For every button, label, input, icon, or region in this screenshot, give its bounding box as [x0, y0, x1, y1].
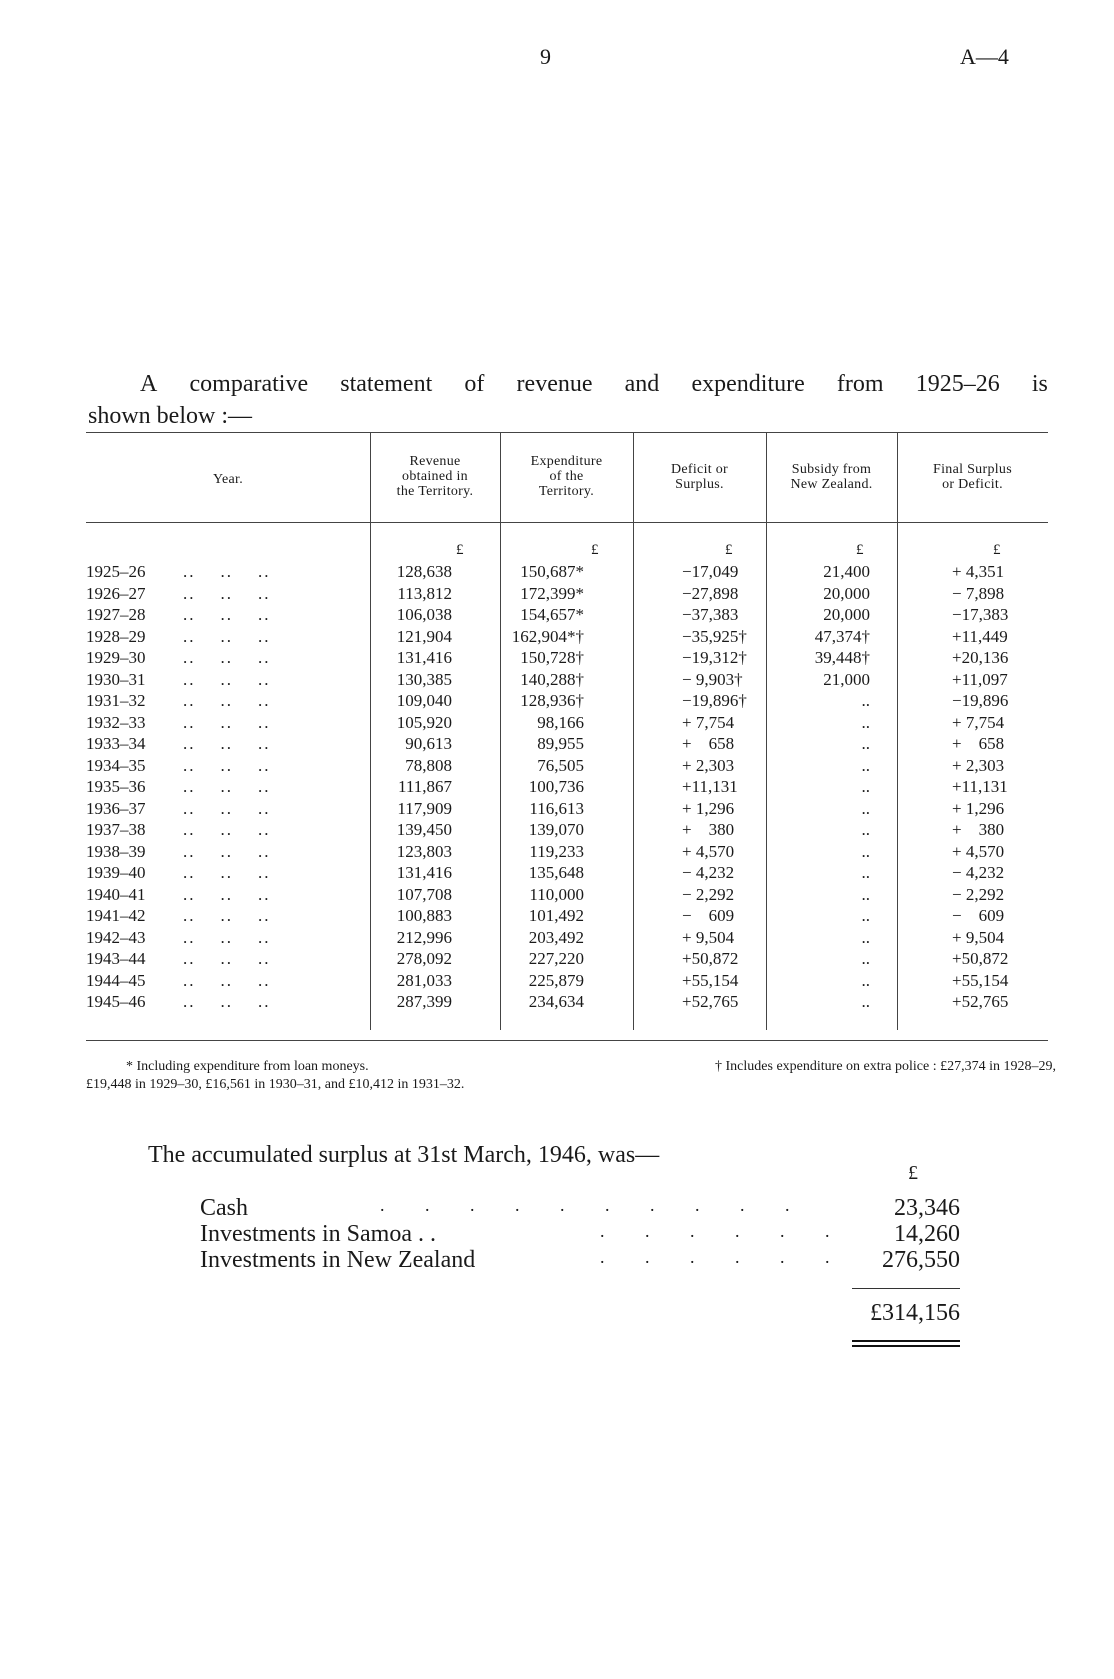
final-cell: +50,872 [952, 949, 1009, 968]
expenditure-cell: 150,728† [520, 648, 584, 667]
expenditure-cell: 76,505 [537, 755, 584, 775]
page-number: 9 [540, 44, 551, 69]
table-row [86, 862, 1048, 884]
year-cell: 1928–29 [86, 626, 146, 646]
revenue-cell: 106,038 [396, 605, 452, 624]
leader-dots: .. .. .. [183, 841, 271, 861]
leader-dots: .. .. .. [183, 691, 271, 710]
revenue-cell: 287,399 [396, 992, 452, 1011]
year-cell: 1938–39 [86, 841, 146, 861]
expenditure-cell: 150,687* [520, 562, 584, 581]
revenue-cell: 139,450 [396, 820, 452, 839]
subsidy-cell: .. [861, 734, 870, 753]
intro-word: statement [340, 371, 433, 397]
intro-word: from [836, 371, 884, 397]
leader-dots: .. .. .. [183, 927, 271, 947]
leader-dots: .. .. .. [183, 562, 271, 581]
deficit-cell: −35,925† [682, 626, 747, 646]
table-row [86, 841, 1048, 863]
leader-dots: .. .. .. [183, 798, 271, 818]
final-cell: +11,097 [952, 669, 1008, 689]
expenditure-cell: 227,220 [528, 949, 584, 968]
subsidy-cell: .. [861, 820, 870, 839]
revenue-cell: 212,996 [396, 927, 452, 947]
subsidy-cell: 20,000 [823, 583, 870, 603]
subsidy-cell: .. [861, 841, 870, 861]
table-row [86, 927, 1048, 949]
subsidy-cell: .. [861, 949, 870, 968]
final-cell: + 1,296 [952, 798, 1005, 818]
final-cell: +55,154 [952, 970, 1009, 990]
table-row [86, 776, 1048, 798]
expenditure-cell: 140,288† [520, 669, 584, 689]
revenue-cell: 111,867 [398, 777, 452, 796]
final-cell: +52,765 [952, 992, 1009, 1011]
final-cell: +11,449 [952, 626, 1008, 646]
table-row [86, 884, 1048, 906]
table-row [86, 733, 1048, 755]
deficit-cell: −19,896† [682, 691, 747, 710]
intro-word: 1925–26 [915, 371, 1000, 397]
deficit-cell: + 7,754 [682, 712, 735, 732]
table-body [86, 561, 1048, 1013]
table-row [86, 819, 1048, 841]
accumulated-surplus-title: The accumulated surplus at 31st March, 1946, was— [148, 1142, 660, 1168]
footnote-dagger-continued: £19,448 in 1929–30, £16,561 in 1930–31, and £10,412 in 1931–32. [86, 1077, 465, 1092]
table-row [86, 561, 1048, 583]
footnote-star: * Including expenditure from loan moneys. [126, 1059, 369, 1074]
year-cell: 1927–28 [86, 605, 146, 624]
final-cell: + 380 [952, 820, 1005, 839]
subsidy-cell: .. [861, 755, 870, 775]
deficit-cell: + 4,570 [682, 841, 735, 861]
header-expenditure: Expenditure of the Territory. [530, 454, 603, 499]
revenue-cell: 109,040 [396, 691, 452, 710]
table-row [86, 583, 1048, 605]
sum-rule [852, 1288, 960, 1289]
final-cell: −19,896 [952, 691, 1009, 710]
year-cell: 1942–43 [86, 927, 146, 947]
intro-word: A [140, 371, 158, 397]
intro-word: and [624, 371, 660, 397]
deficit-cell: + 9,504 [682, 927, 735, 947]
year-cell: 1931–32 [86, 691, 146, 710]
header-final: Final Surplus or Deficit. [933, 462, 1012, 492]
deficit-cell: − 609 [682, 906, 735, 925]
final-cell: + 2,303 [952, 755, 1005, 775]
revenue-cell: 121,904 [396, 626, 452, 646]
final-cell: + 4,351 [952, 562, 1005, 581]
final-cell: − 7,898 [952, 583, 1005, 603]
year-cell: 1934–35 [86, 755, 146, 775]
revenue-cell: 100,883 [396, 906, 452, 925]
revenue-cell: 131,416 [396, 863, 452, 882]
expenditure-cell: 225,879 [528, 970, 584, 990]
subsidy-cell: .. [861, 777, 870, 796]
leader-dots: .. .. .. [183, 970, 271, 990]
revenue-cell: 117,909 [397, 798, 452, 818]
expenditure-cell: 162,904*† [511, 626, 584, 646]
final-cell: − 2,292 [952, 884, 1005, 904]
year-cell: 1945–46 [86, 992, 146, 1011]
leader-dots: .. .. .. [183, 949, 271, 968]
leader-dots: .. .. .. [183, 992, 271, 1011]
expenditure-cell: 135,648 [528, 863, 584, 882]
deficit-cell: +55,154 [682, 970, 739, 990]
unit-revenue: £ [456, 542, 464, 558]
final-cell: +11,131 [952, 777, 1008, 796]
revenue-cell: 90,613 [405, 734, 452, 753]
subsidy-cell: .. [861, 798, 870, 818]
expenditure-cell: 128,936† [520, 691, 584, 710]
expenditure-cell: 119,233 [529, 841, 584, 861]
table-header-rule [86, 522, 1048, 523]
subsidy-cell: 47,374† [814, 626, 870, 646]
deficit-cell: +52,765 [682, 992, 739, 1011]
final-cell: −17,383 [952, 605, 1009, 624]
year-cell: 1929–30 [86, 648, 146, 667]
leader-dots: .. .. .. [183, 605, 271, 624]
subsidy-cell: .. [861, 712, 870, 732]
subsidy-cell: .. [861, 927, 870, 947]
page-reference: A—4 [960, 44, 1009, 69]
intro-word: of [464, 371, 485, 397]
leader-dots: .. .. .. [183, 755, 271, 775]
table-row [86, 604, 1048, 626]
unit-deficit: £ [725, 542, 733, 558]
table-row [86, 626, 1048, 648]
leader-dots: .. .. .. [183, 712, 271, 732]
subsidy-cell: .. [861, 691, 870, 710]
intro-word: comparative [189, 371, 309, 397]
accumulated-item: Investments in Samoa . . . . . . . . 14,260 [200, 1221, 960, 1247]
table-row [86, 798, 1048, 820]
deficit-cell: + 2,303 [682, 755, 735, 775]
year-cell: 1936–37 [86, 798, 146, 818]
deficit-cell: +11,131 [682, 777, 738, 796]
expenditure-cell: 139,070 [528, 820, 584, 839]
expenditure-cell: 98,166 [537, 712, 584, 732]
year-cell: 1944–45 [86, 970, 146, 990]
revenue-cell: 128,638 [396, 562, 452, 581]
final-cell: + 9,504 [952, 927, 1005, 947]
leader-dots: .. .. .. [183, 820, 271, 839]
intro-word: revenue [516, 371, 593, 397]
year-cell: 1935–36 [86, 777, 146, 796]
deficit-cell: −37,383 [682, 605, 739, 624]
table-row [86, 948, 1048, 970]
footnotes [86, 1058, 1056, 1094]
subsidy-cell: .. [861, 863, 870, 882]
accumulated-total: £314,156 [870, 1300, 960, 1326]
revenue-cell: 131,416 [396, 648, 452, 667]
year-cell: 1925–26 [86, 562, 146, 581]
revenue-cell: 281,033 [396, 970, 452, 990]
leader-dots: .. .. .. [183, 669, 271, 689]
subsidy-cell: .. [861, 884, 870, 904]
expenditure-cell: 100,736 [528, 777, 584, 796]
subsidy-cell: .. [861, 992, 870, 1011]
year-cell: 1937–38 [86, 820, 146, 839]
revenue-cell: 107,708 [396, 884, 452, 904]
table-row [86, 712, 1048, 734]
deficit-cell: + 380 [682, 820, 735, 839]
subsidy-cell: 21,400 [823, 562, 870, 581]
table-row [86, 647, 1048, 669]
year-cell: 1926–27 [86, 583, 146, 603]
expenditure-cell: 234,634 [528, 992, 584, 1011]
revenue-cell: 113,812 [397, 583, 452, 603]
deficit-cell: −19,312† [682, 648, 747, 667]
expenditure-cell: 154,657* [520, 605, 584, 624]
expenditure-cell: 101,492 [528, 906, 584, 925]
intro-word: expenditure [691, 371, 805, 397]
final-cell: + 658 [952, 734, 1005, 753]
expenditure-cell: 203,492 [528, 927, 584, 947]
subsidy-cell: 39,448† [814, 648, 870, 667]
leader-dots: .. .. .. [183, 583, 271, 603]
leader-dots: .. .. .. [183, 777, 271, 796]
deficit-cell: − 9,903† [682, 669, 743, 689]
subsidy-cell: 21,000 [823, 669, 870, 689]
leader-dots: .. .. .. [183, 626, 271, 646]
expenditure-cell: 172,399* [520, 583, 584, 603]
intro-paragraph [88, 368, 1048, 432]
final-cell: + 4,570 [952, 841, 1005, 861]
header-deficit: Deficit or Surplus. [670, 462, 729, 492]
subsidy-cell: .. [861, 906, 870, 925]
table-row [86, 991, 1048, 1013]
leader-dots: .. .. .. [183, 648, 271, 667]
header-revenue: Revenue obtained in the Territory. [396, 454, 474, 499]
year-cell: 1940–41 [86, 884, 146, 904]
deficit-cell: + 658 [682, 734, 735, 753]
subsidy-cell: .. [861, 970, 870, 990]
expenditure-cell: 116,613 [529, 798, 584, 818]
footnote-dagger: † Includes expenditure on extra police : £27,374 in 1928–29, [715, 1059, 1056, 1074]
year-cell: 1933–34 [86, 734, 146, 753]
revenue-cell: 123,803 [396, 841, 452, 861]
table-row [86, 690, 1048, 712]
table-row [86, 755, 1048, 777]
double-underline [852, 1340, 960, 1347]
header-year: Year. [212, 472, 244, 487]
revenue-expenditure-table [86, 432, 1048, 1042]
intro-line-1 [88, 368, 1048, 400]
deficit-cell: + 1,296 [682, 798, 735, 818]
final-cell: + 7,754 [952, 712, 1005, 732]
leader-dots: .. .. .. [183, 863, 271, 882]
revenue-cell: 105,920 [396, 712, 452, 732]
intro-word: is [1031, 371, 1048, 397]
revenue-cell: 130,385 [396, 669, 452, 689]
deficit-cell: − 4,232 [682, 863, 735, 882]
revenue-cell: 278,092 [396, 949, 452, 968]
leader-dots: .. .. .. [183, 734, 271, 753]
year-cell: 1932–33 [86, 712, 146, 732]
table-row [86, 970, 1048, 992]
unit-expenditure: £ [591, 542, 599, 558]
table-top-rule [86, 432, 1048, 433]
year-cell: 1943–44 [86, 949, 146, 968]
subsidy-cell: 20,000 [823, 605, 870, 624]
final-cell: − 4,232 [952, 863, 1005, 882]
unit-subsidy: £ [856, 542, 864, 558]
header-subsidy: Subsidy from New Zealand. [790, 462, 873, 492]
accumulated-unit: £ [908, 1162, 918, 1184]
leader-dots: .. .. .. [183, 884, 271, 904]
deficit-cell: −17,049 [682, 562, 739, 581]
accumulated-item: Cash . . . . . . . . . . 23,346 [200, 1195, 960, 1221]
table-row [86, 905, 1048, 927]
table-row [86, 669, 1048, 691]
final-cell: − 609 [952, 906, 1005, 925]
final-cell: +20,136 [952, 648, 1009, 667]
deficit-cell: −27,898 [682, 583, 739, 603]
accumulated-item: Investments in New Zealand . . . . . . 276,550 [200, 1247, 960, 1273]
deficit-cell: +50,872 [682, 949, 739, 968]
deficit-cell: − 2,292 [682, 884, 735, 904]
unit-final: £ [993, 542, 1001, 558]
expenditure-cell: 110,000 [529, 884, 584, 904]
intro-line-2: shown below :— [88, 403, 252, 429]
year-cell: 1939–40 [86, 863, 146, 882]
table-bottom-rule [86, 1040, 1048, 1041]
year-cell: 1941–42 [86, 906, 146, 925]
expenditure-cell: 89,955 [537, 734, 584, 753]
revenue-cell: 78,808 [405, 755, 452, 775]
year-cell: 1930–31 [86, 669, 146, 689]
leader-dots: .. .. .. [183, 906, 271, 925]
